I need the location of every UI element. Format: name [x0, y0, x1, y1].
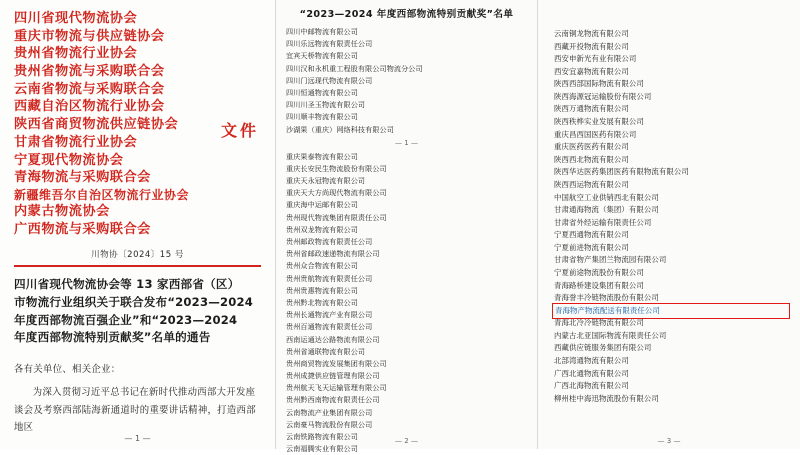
org-line: 宁夏现代物流协会	[14, 152, 124, 168]
list-item: 甘肃省物产集团兰物流园有限公司	[554, 255, 667, 265]
list-item: 西藏开投物流有限公司	[554, 41, 629, 51]
org-line: 青海物流与采购联合会	[14, 170, 151, 186]
list-item: 重庆医药医药有限公司	[554, 142, 629, 152]
list-item: 贵州省通联物流有限公司	[286, 346, 366, 356]
list-item: 陕西西部国际物流有限公司	[554, 79, 644, 89]
page-number-right: — 3 —	[657, 437, 681, 445]
org-line: 甘肃省物流行业协会	[14, 134, 138, 150]
list-item: 甘肃通海物流（集团）有限公司	[554, 205, 659, 215]
list-item: 柳州桂中海迅物流股份有限公司	[554, 393, 659, 403]
list-item: 四川顺丰物流有限公司	[286, 112, 358, 122]
org-line: 重庆市物流与供应链协会	[14, 28, 165, 44]
list-item: 贵州双龙物流有限公司	[286, 224, 358, 234]
org-line: 贵州省物流与采购联合会	[14, 64, 165, 80]
list-item: 贵州黔北物流有限公司	[286, 297, 358, 307]
page-break-marker: — 1 —	[395, 138, 418, 147]
list-item: 贵州长通物流产业有限公司	[286, 310, 373, 320]
list-item: 内蒙古北亚国际物流有限责任公司	[554, 330, 667, 340]
document-title	[14, 276, 261, 346]
org-line: 新疆维吾尔自治区物流行业协会	[14, 187, 190, 202]
document-title-line: 四川省现代物流协会等 13 家西部省（区）	[14, 277, 240, 292]
list-item: 四川恒通物流有限公司	[286, 87, 358, 97]
list-item: 贵州贵惠物流有限公司	[286, 285, 358, 295]
org-line: 内蒙古物流协会	[14, 203, 110, 219]
list-item: 陕西华达医药集团医药有限物流有限公司	[554, 167, 689, 177]
page-number-middle: — 2 —	[395, 437, 418, 445]
list-item: 北部湾通物流有限公司	[554, 356, 629, 366]
list-item: 青海路桥建设集团有限公司	[554, 280, 644, 290]
list-item: 宜宾天桥物流有限公司	[286, 51, 358, 61]
list-item: 贵州航天飞天运输管理有限公司	[286, 383, 387, 393]
list-item: 四川汉和永机重工程股有限公司物流分公司	[286, 63, 423, 73]
award-list-title: “2023—2024 年度西部物流特别贡献奖”名单	[299, 9, 514, 20]
list-item: 宁夏前进物流有限公司	[554, 242, 629, 252]
list-item: 云南铁路物流有限公司	[286, 432, 358, 441]
document-title-line: 市物流行业组织关于联合发布“2023—2024	[14, 294, 254, 309]
list-item: 贵州现代物流集团有限责任公司	[286, 212, 387, 222]
list-item: 四川川圣玉物流有限公司	[286, 100, 366, 110]
org-line: 四川省现代物流协会	[14, 11, 138, 26]
list-item: 广西北海物流有限公司	[554, 381, 629, 391]
document-number: 川物协〔2024〕15 号	[91, 250, 184, 261]
list-item: 贵州百通物流有限责任公司	[286, 322, 373, 332]
list-item: 沙湖果（重庆）网络科技有限公司	[286, 124, 394, 134]
list-item: 青海誉丰冷链物流股份有限公司	[554, 293, 659, 303]
list-item: 贵州商贸物流发展集团有限公司	[286, 358, 387, 368]
document-title-line: 年度西部物流特别贡献奖”名单的通告	[14, 330, 211, 345]
list-item: 陕西万通物流有限公司	[554, 104, 629, 114]
list-item: 重庆果泰物流有限公司	[286, 151, 358, 161]
document-paragraph: 为深入贯彻习近平总书记在新时代推动西部大开发座谈会及考察西部陆海新通道时的重要讲话精神，打造西部地区	[14, 387, 256, 433]
highlighted-list-item: 青海物产物流配送有限责任公司	[554, 305, 788, 318]
list-item: 西南运通达公路物流有限公司	[286, 334, 380, 344]
award-list-columns	[286, 26, 527, 455]
list-item: 宁夏西通物流有限公司	[554, 230, 629, 240]
list-item: 贵州众合物流有限公司	[286, 261, 358, 271]
list-item: 云南福腾实业有限公司	[286, 444, 358, 454]
org-line: 贵州省物流行业协会	[14, 46, 138, 62]
org-line: 广西物流与采购联合会	[14, 221, 151, 237]
list-item: 重庆海中运邮有限公司	[286, 200, 358, 210]
document-page-left	[0, 0, 276, 449]
list-item: 重庆长安民生物流股份有限公司	[286, 163, 387, 173]
document-page-middle	[276, 0, 538, 454]
document-title-line: 年度西部物流百强企业”和“2023—2024	[14, 312, 238, 327]
list-item: 贵州贵航物流有限责任公司	[286, 273, 373, 283]
list-item: 云南豪马物流股份有限公司	[286, 419, 373, 429]
list-item: 四川门远现代物流有限公司	[286, 75, 373, 85]
list-item: 西安宜嘉物流有限公司	[554, 66, 629, 76]
list-item: 甘肃省外经运输有限责任公司	[554, 217, 652, 227]
org-line: 云南省物流与采购联合会	[14, 81, 165, 97]
list-item: 陕西西运物流有限公司	[554, 179, 629, 189]
list-item: 四川乐远物流有限责任公司	[286, 39, 373, 49]
list-item: 陕西西北物流有限公司	[554, 154, 629, 164]
list-item: 贵州黔西南物流有限责任公司	[286, 395, 380, 405]
list-item: 贵州省邮政速递物流有限公司	[286, 249, 380, 259]
list-item: 贵州邮政物流有限责任公司	[286, 237, 373, 246]
list-item: 陕西秩桦实业发展有限公司	[554, 117, 644, 127]
list-item: 青海北冷冷链物流有限公司	[554, 318, 644, 328]
list-item: 西藏供应链服务集团有限公司	[554, 343, 652, 353]
list-item: 宁夏前途物流股份有限公司	[554, 267, 644, 277]
list-item: 广西北通物流有限公司	[554, 368, 629, 378]
list-item: 陕西海源冠运输股份有限公司	[554, 91, 652, 101]
list-item: 云南铜龙物流有限公司	[554, 29, 629, 38]
document-page-right	[538, 0, 800, 449]
red-divider	[14, 265, 261, 267]
document-body	[14, 361, 261, 437]
list-item: 中国航空工业供销西北有限公司	[554, 192, 659, 202]
document-stamp-label: 文件	[220, 121, 259, 140]
list-item: 重庆昌西国医药有限公司	[554, 129, 637, 139]
list-item: 西安申新光有业有限公司	[554, 54, 637, 64]
list-item: 四川中邮物流有限公司	[286, 27, 358, 36]
award-list-column-left	[286, 26, 527, 455]
document-salutation: 各有关单位、相关企业：	[14, 363, 121, 375]
list-item: 贵州成捷供应链管理有限公司	[286, 371, 380, 381]
org-line: 西藏自治区物流行业协会	[14, 99, 165, 115]
list-item: 云南物流产业集团有限公司	[286, 407, 373, 417]
page-number-left: — 1 —	[124, 434, 151, 443]
list-item: 重庆天大方尚现代物流有限公司	[286, 188, 387, 198]
list-item: 重庆天永冠物流有限公司	[286, 176, 366, 186]
org-line: 陕西省商贸物流供应链协会	[14, 117, 179, 133]
